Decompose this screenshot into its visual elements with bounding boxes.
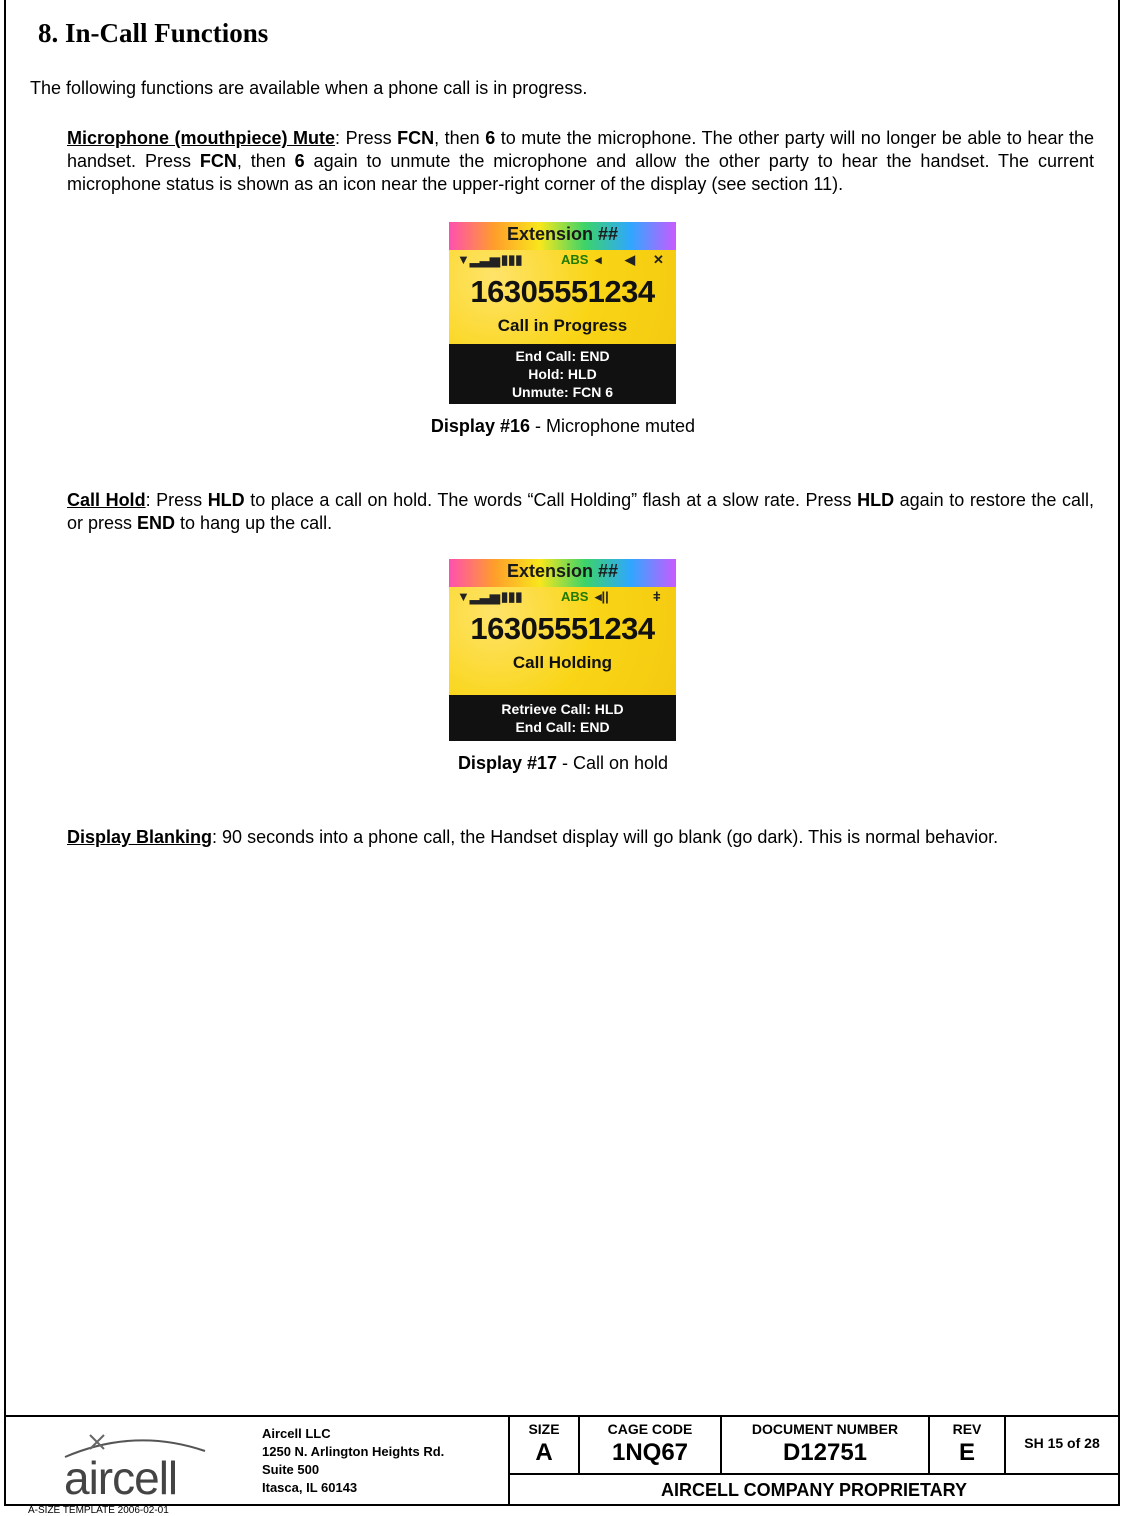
template-label: A-SIZE TEMPLATE 2006-02-01	[28, 1505, 169, 1516]
mic-muted-icon: ✕	[653, 252, 664, 267]
display-16-screenshot	[449, 222, 676, 404]
abs-indicator: ABS	[561, 252, 589, 267]
display-16-caption	[0, 416, 1126, 437]
text-run: to place a call on hold. The words “Call Holding” flash at a slow rate. Press	[244, 490, 858, 510]
caption-text: - Call on hold	[557, 753, 669, 773]
text-run: , then	[236, 151, 295, 171]
extension-label: Extension ##	[506, 224, 619, 244]
key-fcn: FCN	[199, 151, 237, 171]
size-value: A	[535, 1439, 553, 1466]
section-heading: 8. In-Call Functions	[38, 18, 269, 48]
rev-value: E	[958, 1439, 975, 1466]
softkey-line: End Call: END	[515, 348, 610, 364]
signal-icon: ▼▂▃▅	[457, 252, 500, 267]
size-label: SIZE	[528, 1421, 560, 1437]
cage-value: 1NQ67	[611, 1439, 689, 1466]
sheet-number: SH 15 of 28	[1024, 1435, 1100, 1451]
title-block	[4, 1415, 1120, 1506]
battery-icon: ▮▮▮	[501, 589, 523, 604]
text-run: : 90 seconds into a phone call, the Handset display will go blank (go dark). This is normal behavior.	[212, 827, 999, 847]
text-run: again to unmute the microphone and allow the other party to hear the handset. The current microphone status is shown as an icon near the upper-right corner of the display (see section 11).	[67, 151, 1094, 194]
doc-label: DOCUMENT NUMBER	[751, 1421, 899, 1437]
mute-paragraph	[67, 127, 1094, 196]
softkey-legend	[449, 695, 676, 741]
aircell-logo	[60, 1425, 210, 1504]
hold-term: Call Hold	[67, 490, 146, 510]
key-end: END	[137, 513, 176, 533]
softkey-legend	[449, 344, 676, 404]
intro-text: The following functions are available when a phone call is in progress.	[30, 78, 588, 98]
key-fcn: FCN	[397, 128, 435, 148]
key-hld: HLD	[857, 490, 895, 510]
hold-paragraph	[67, 489, 1094, 535]
phone-number: 16305551234	[470, 274, 655, 309]
caption-bold: Display #16	[430, 416, 530, 436]
status-bar	[449, 587, 676, 609]
proprietary-notice: AIRCELL COMPANY PROPRIETARY	[508, 1473, 1118, 1506]
call-state: Call in Progress	[497, 316, 628, 335]
logo-wordmark: aircell	[64, 1452, 178, 1504]
sheet-cell	[1004, 1417, 1118, 1473]
phone-number: 16305551234	[470, 611, 655, 646]
display-17-screenshot	[449, 559, 676, 741]
key-hld: HLD	[207, 490, 245, 510]
text-run: : Press	[145, 490, 208, 510]
speaker-small-icon: ◂	[595, 252, 602, 267]
signal-icon: ▼▂▃▅	[457, 589, 500, 604]
rev-label: REV	[952, 1421, 982, 1437]
rev-cell	[928, 1417, 1004, 1473]
blanking-paragraph	[67, 826, 1094, 849]
text-run: again to restore the call, or press	[67, 490, 1094, 533]
speaker-volume-icon: ◂||	[595, 589, 609, 604]
size-cell	[508, 1417, 578, 1473]
softkey-line: Retrieve Call: HLD	[501, 701, 624, 717]
battery-icon: ▮▮▮	[501, 252, 523, 267]
mic-icon: ǂ	[653, 589, 661, 604]
address-line: Aircell LLC	[262, 1426, 331, 1441]
company-address	[262, 1425, 444, 1497]
abs-indicator: ABS	[561, 589, 589, 604]
text-run: to mute the microphone. The other party will no longer be able to hear the handset. Press	[67, 128, 1095, 171]
status-bar	[449, 250, 676, 272]
caption-text: - Microphone muted	[529, 416, 696, 436]
key-6: 6	[485, 128, 496, 148]
text-run: : Press	[335, 128, 398, 148]
cage-label: CAGE CODE	[607, 1421, 693, 1437]
key-6: 6	[294, 151, 305, 171]
volume-icon: ◀	[625, 252, 635, 267]
softkey-line: Hold: HLD	[528, 366, 597, 382]
address-line: Suite 500	[262, 1462, 320, 1477]
address-line: 1250 N. Arlington Heights Rd.	[262, 1444, 445, 1459]
cage-code-cell	[578, 1417, 720, 1473]
document-number-cell	[720, 1417, 928, 1473]
text-run: , then	[434, 128, 486, 148]
doc-value: D12751	[782, 1439, 868, 1466]
address-line: Itasca, IL 60143	[262, 1480, 358, 1495]
call-state: Call Holding	[512, 653, 613, 672]
text-run: to hang up the call.	[175, 513, 333, 533]
mute-term: Microphone (mouthpiece) Mute	[67, 128, 336, 148]
display-17-caption	[0, 753, 1126, 774]
extension-label: Extension ##	[506, 561, 619, 581]
softkey-line: Unmute: FCN 6	[511, 384, 614, 400]
softkey-line: End Call: END	[515, 719, 610, 735]
blanking-term: Display Blanking	[67, 827, 213, 847]
caption-bold: Display #17	[457, 753, 557, 773]
